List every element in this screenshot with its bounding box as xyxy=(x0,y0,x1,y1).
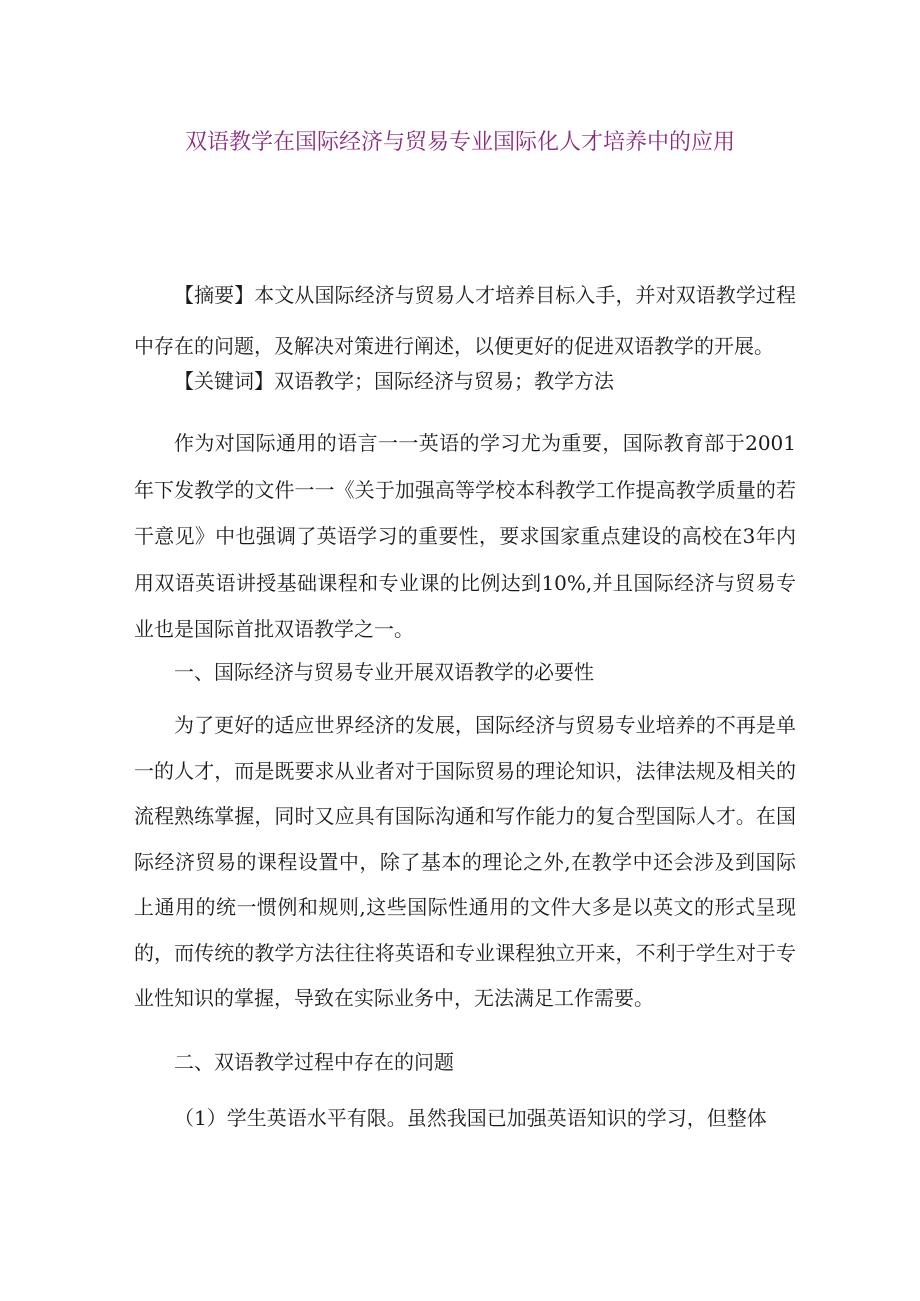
keywords-line: 【关键词】双语教学；国际经济与贸易；教学方法 xyxy=(174,369,614,393)
paragraph-block-1 xyxy=(134,420,796,653)
body-paragraph-2: 为了更好的适应世界经济的发展，国际经济与贸易专业培养的不再是单一的人才，而是既要求从业者对于国际贸易的理论知识，法律法规及相关的流程熟练掌握，同时又应具有国际沟通和写作能力的复合型国际人才。在国际经济贸易的课程设置中，除了基本的理论之外,在教学中还会涉及到国际上通用的统一惯例和规则,这些国际性通用的文件大多是以英文的形式呈现的，而传统的教学方法往往将英语和专业课程独立开来，不利于学生对于专业性知识的掌握，导致在实际业务中，无法满足工作需要。 xyxy=(134,713,796,1010)
abstract-block xyxy=(134,270,796,372)
abstract-paragraph: 【摘要】本文从国际经济与贸易人才培养目标入手，并对双语教学过程中存在的问题，及解决对策进行阐述，以便更好的促进双语教学的开展。 xyxy=(134,283,796,358)
body-paragraph-1: 作为对国际通用的语言一一英语的学习尤为重要，国际教育部于2001年下发教学的文件一一《关于加强高等学校本科教学工作提高教学质量的若干意见》中也强调了英语学习的重要性，要求国家重点建设的高校在3年内用双语英语讲授基础课程和专业课的比例达到10%,并且国际经济与贸易专业也是国际首批双语教学之一。 xyxy=(134,431,796,641)
section-heading-2: 二、双语教学过程中存在的问题 xyxy=(174,1050,454,1074)
document-title: 双语教学在国际经济与贸易专业国际化人才培养中的应用 xyxy=(184,130,735,155)
paragraph-block-3 xyxy=(134,1103,796,1133)
keywords-block xyxy=(134,366,796,396)
section-heading-1-block xyxy=(134,657,796,687)
paragraph-block-2 xyxy=(134,703,796,1022)
section-heading-1: 一、国际经济与贸易专业开展双语教学的必要性 xyxy=(174,660,594,684)
section-heading-2-block xyxy=(134,1047,796,1077)
body-paragraph-3: （1）学生英语水平有限。虽然我国已加强英语知识的学习，但整体 xyxy=(174,1106,767,1130)
